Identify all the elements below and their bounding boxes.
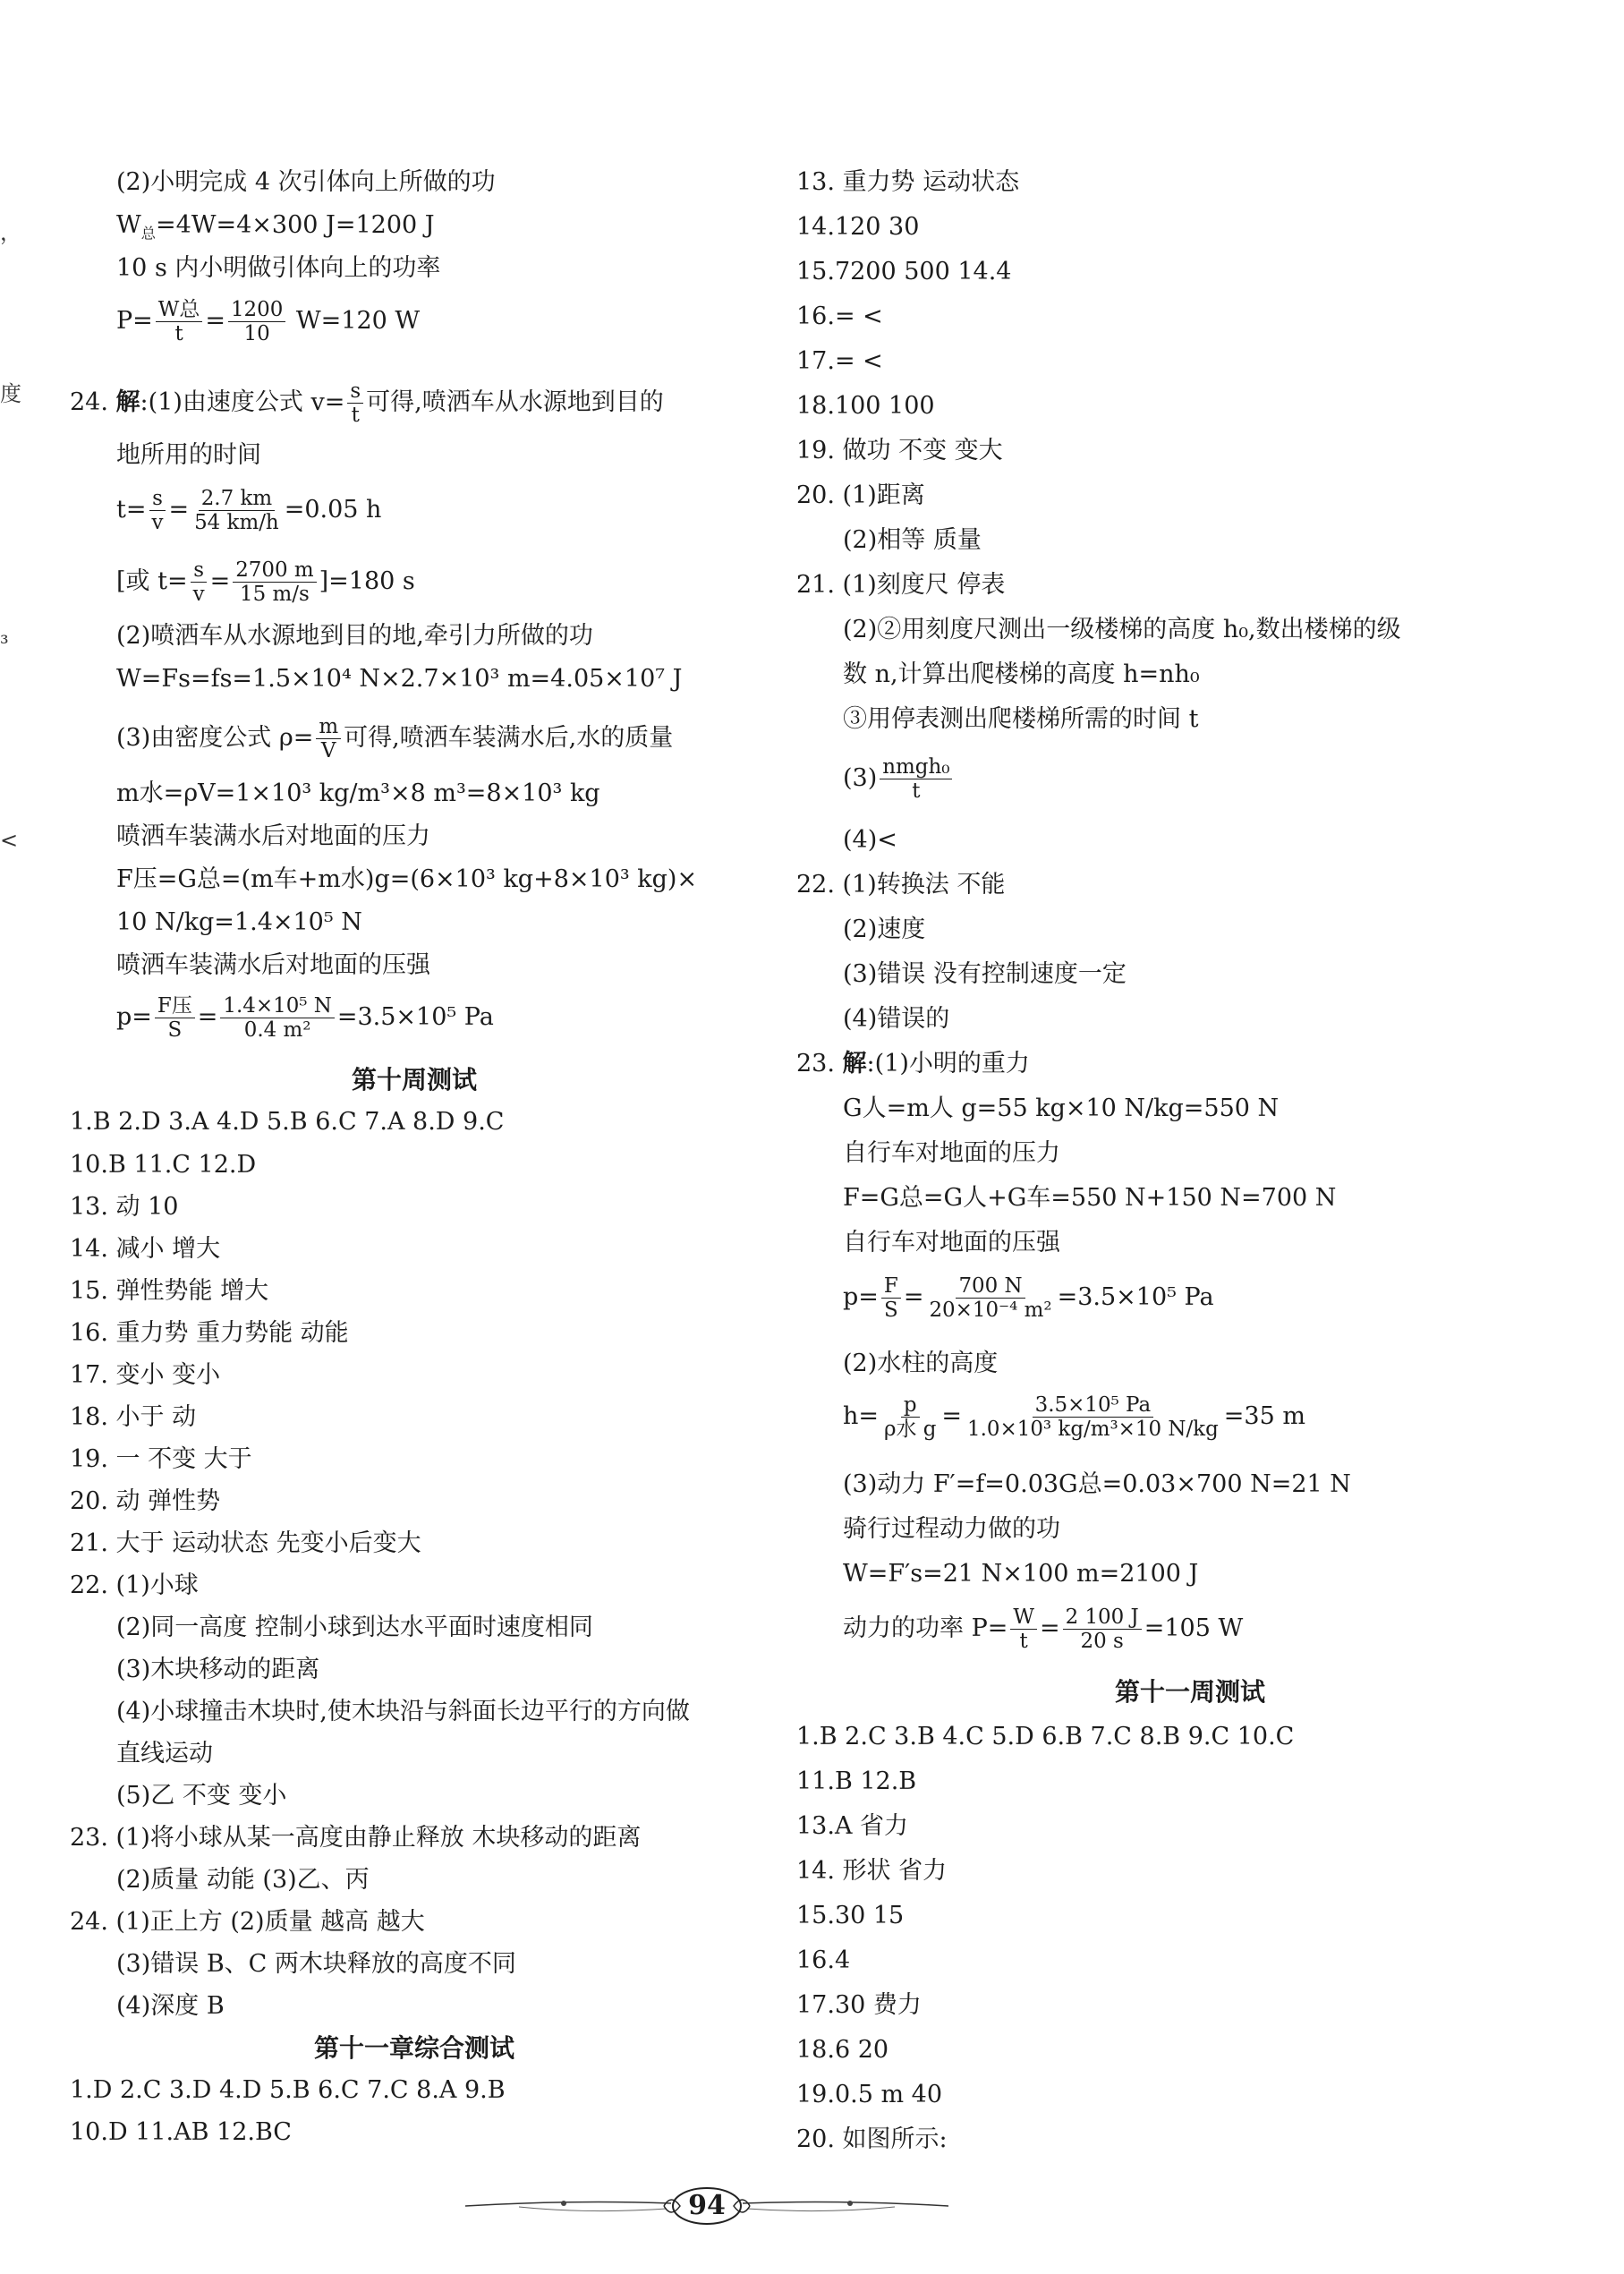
answer-line: (3)木块移动的距离 <box>116 1656 320 1683</box>
equation-line: (3)动力 F′=f=0.03G总=0.03×700 N=21 N <box>843 1470 1351 1498</box>
answer-line: (2)同一高度 控制小球到达水平面时速度相同 <box>116 1614 593 1641</box>
answer-line: 21. 大于 运动状态 先变小后变大 <box>70 1529 421 1557</box>
text-line: 喷洒车装满水后对地面的压强 <box>116 951 430 979</box>
edge-fragment: ， <box>0 220 21 245</box>
equation-line: $W_总=4W=4\times 300$ J=1200 J <box>116 211 435 243</box>
answer-line: 15.7200 500 14.4 <box>796 258 1012 285</box>
text-line: (2)喷洒车从水源地到目的地,牵引力所做的功 <box>116 622 593 650</box>
answer-line: 20. 动 弹性势 <box>70 1487 221 1515</box>
equation-line: 10 N/kg=1.4×10⁵ N <box>116 908 362 936</box>
answer-line: 19. 一 不变 大于 <box>70 1445 252 1473</box>
answer-line: 10.B 11.C 12.D <box>70 1151 257 1179</box>
edge-fragment: ³ <box>0 631 9 656</box>
answer-line: 22. (1)转换法 不能 <box>796 871 1006 899</box>
equation-line: (3)由密度公式 ρ= $\frac{m}{V}$ 可得,喷洒车装满水后,水的质量 <box>116 715 674 763</box>
answer-line: (5)乙 不变 变小 <box>116 1782 287 1810</box>
answer-line: 18.6 20 <box>796 2036 889 2064</box>
equation-line: p= $\frac{F}{S}$ = $\frac{700 N}{\text{20×10⁻⁴ m²}}$ =3.5×10⁵ Pa <box>843 1274 1214 1323</box>
answer-line: 13. 重力势 运动状态 <box>796 168 1020 196</box>
answer-line: 24. (1)正上方 (2)质量 越高 越大 <box>70 1908 425 1936</box>
answer-line: 22. (1)小球 <box>70 1571 199 1599</box>
equation-line: W=Fs=fs=1.5×10⁴ N×2.7×10³ m=4.05×10⁷ J <box>116 665 683 693</box>
answer-line: (2)速度 <box>843 916 926 943</box>
text-line: 10 s 内小明做引体向上的功率 <box>116 254 441 282</box>
equation-line: F=G总=G人+G车=550 N+150 N=700 N <box>843 1184 1337 1212</box>
answer-line: ③用停表测出爬楼梯所需的时间 t <box>843 705 1199 733</box>
answer-line: 直线运动 <box>116 1740 213 1767</box>
answer-line: 23. (1)将小球从某一高度由静止释放 木块移动的距离 <box>70 1824 642 1852</box>
answer-line: 18.100 100 <box>796 392 935 420</box>
section-heading: 第十一周测试 <box>1114 1677 1265 1707</box>
section-heading: 第十一章综合测试 <box>313 2033 514 2063</box>
answer-line: 1.B 2.D 3.A 4.D 5.B 6.C 7.A 8.D 9.C <box>70 1108 505 1136</box>
answer-line: 15.30 15 <box>796 1902 905 1929</box>
answer-line: (4)小球撞击木块时,使木块沿与斜面长边平行的方向做 <box>116 1698 690 1725</box>
answer-line: 11.B 12.B <box>796 1767 917 1795</box>
equation-line: (3) $\frac{\text{nmgh₀}}{t}$ <box>843 756 955 802</box>
answer-line: 16.4 <box>796 1946 851 1974</box>
answer-line: 14.120 30 <box>796 213 920 241</box>
answer-line: 20. 如图所示: <box>796 2125 948 2153</box>
page-number: 94 <box>688 2190 726 2221</box>
equation-line: m水=ρV=1×10³ kg/m³×8 m³=8×10³ kg <box>116 779 600 807</box>
equation-line: F压=G总=(m车+m水)g=(6×10³ kg+8×10³ kg)× <box>116 865 698 893</box>
equation-line: p= $\frac{\text{F压}}{S}$ = $\frac{\text{1.4×10⁵ N}}{\text{0.4 m²}}$ =3.5×10⁵ Pa <box>116 994 494 1043</box>
section-heading: 第十周测试 <box>351 1065 477 1094</box>
text-line: 自行车对地面的压力 <box>843 1139 1060 1167</box>
text-line: 地所用的时间 <box>116 441 261 469</box>
answer-line: (4)< <box>843 826 897 854</box>
edge-fragment: < <box>0 828 19 853</box>
answer-line: 14. 减小 增大 <box>70 1235 221 1263</box>
answer-line: 16.= < <box>796 302 883 330</box>
answer-line: 21. (1)刻度尺 停表 <box>796 571 1006 599</box>
answer-line: 14. 形状 省力 <box>796 1857 948 1885</box>
answer-line: 10.D 11.AB 12.BC <box>70 2118 292 2146</box>
answer-line: 13. 动 10 <box>70 1193 179 1221</box>
answer-line: 数 n,计算出爬楼梯的高度 h=nh₀ <box>843 660 1200 688</box>
text-line: 自行车对地面的压强 <box>843 1229 1060 1256</box>
edge-fragment: 度 <box>0 381 21 406</box>
equation-line: G人=m人 g=55 kg×10 N/kg=550 N <box>843 1094 1280 1122</box>
answer-line: 13.A 省力 <box>796 1812 909 1840</box>
equation-line: [或 t= $\frac{s}{v}$ = $\frac{2700 m}{15 m/s}$ ]=180 s <box>116 558 415 607</box>
answer-line: 16. 重力势 重力势能 动能 <box>70 1319 349 1347</box>
answer-line: (3)错误 B、C 两木块释放的高度不同 <box>116 1950 516 1978</box>
text-line: 喷洒车装满水后对地面的压力 <box>116 822 430 850</box>
answer-line: (4)深度 B <box>116 1992 225 2020</box>
answer-line: 1.B 2.C 3.B 4.C 5.D 6.B 7.C 8.B 9.C 10.C <box>796 1723 1295 1750</box>
answer-line: 15. 弹性势能 增大 <box>70 1277 269 1305</box>
answer-line: (2)②用刻度尺测出一级楼梯的高度 h₀,数出楼梯的级 <box>843 616 1401 643</box>
equation-line: W=F′s=21 N×100 m=2100 J <box>843 1560 1199 1588</box>
answer-line: 1.D 2.C 3.D 4.D 5.B 6.C 7.C 8.A 9.B <box>70 2076 506 2104</box>
answer-line: 19. 做功 不变 变大 <box>796 437 1003 464</box>
text-line: 骑行过程动力做的功 <box>843 1515 1060 1543</box>
text-line: (2)水柱的高度 <box>843 1350 999 1377</box>
answer-line: 17.30 费力 <box>796 1991 922 2019</box>
equation-line: t= $\frac{s}{v}$ = $\frac{2.7 km}{54 km/h}$ =0.05 h <box>116 487 382 535</box>
answer-line: (2)相等 质量 <box>843 526 982 554</box>
answer-line: 19.0.5 m 40 <box>796 2081 943 2108</box>
equation-line: 动力的功率 P= $\frac{W}{t}$ = $\frac{2 100 J}{20 s}$ =105 W <box>843 1605 1244 1654</box>
answer-line: 17. 变小 变小 <box>70 1361 221 1389</box>
text-line: (2)小明完成 4 次引体向上所做的功 <box>116 168 496 196</box>
answer-line: (2)质量 动能 (3)乙、丙 <box>116 1866 370 1894</box>
question-24: 24. 解:(1)由速度公式 v= $\frac{s}{t}$ 可得,喷洒车从水源地到目的 <box>70 379 664 428</box>
question-23: 23. 解:(1)小明的重力 <box>796 1050 1030 1077</box>
answer-line: 20. (1)距离 <box>796 481 925 509</box>
answer-line: 17.= < <box>796 347 883 375</box>
answer-line: (3)错误 没有控制速度一定 <box>843 960 1127 988</box>
answer-line: (4)错误的 <box>843 1005 950 1033</box>
answer-line: 18. 小于 动 <box>70 1403 197 1431</box>
equation-line: P= $\frac{\text{W总}}{t}$ = $\frac{1200}{10}$ W=120 W <box>116 298 421 346</box>
page-footer <box>465 2184 948 2228</box>
equation-line: h= $\frac{p}{\text{ρ水 g}}$ = $\frac{\text{3.5×10⁵ Pa}}{\text{1.0×10³ kg/m³×10 N/kg}}$ =35 m <box>843 1393 1305 1442</box>
